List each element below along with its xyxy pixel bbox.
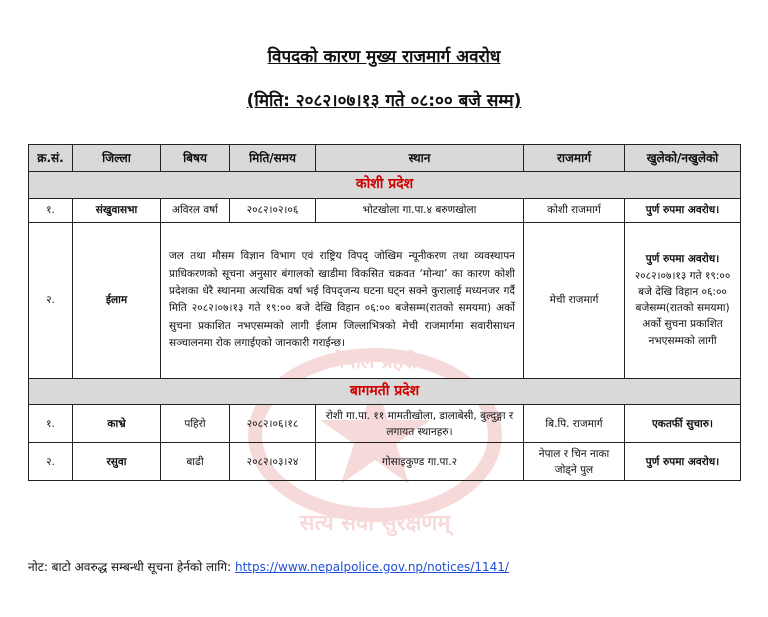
col-header-highway: राजमार्ग [524, 145, 625, 172]
col-header-status: खुलेको/नखुलेको [625, 145, 741, 172]
road-status-table [28, 144, 741, 481]
cell-status: पुर्ण रुपमा अवरोध। [625, 198, 741, 222]
cell-highway: मेची राजमार्ग [524, 222, 625, 378]
cell-sn: १. [29, 405, 73, 443]
province-label: कोशी प्रदेश [29, 172, 741, 199]
cell-sn: १. [29, 198, 73, 222]
cell-datetime: २०८२।०२।०६ [230, 198, 316, 222]
footer-note [28, 558, 509, 575]
table-row [29, 198, 741, 222]
table-row [29, 222, 741, 378]
table-row [29, 405, 741, 443]
cell-sn: २. [29, 222, 73, 378]
col-header-datetime: मिति/समय [230, 145, 316, 172]
cell-highway: नेपाल र चिन नाका जोड्ने पुल [524, 443, 625, 481]
cell-description: जल तथा मौसम विज्ञान विभाग एवं राष्ट्रिय विपद् जोखिम न्यूनीकरण तथा व्यवस्थापन प्राधिकरणको सूचना अनुसार बंगालको खाडीमा विकसित चक्रवत ‘मोन्था’ का कारण कोशी प्रदेशका धेरै स्थानमा अत्यधिक वर्षा भई विपद्जन्य घटना घट्न सक्ने कुरालाई मध्यनजर गर्दै मिति २०८२।०७।१३ गते १९:०० बजे देखि विहान ०६:०० बजेसम्म(रातको समयमा) अर्को सुचना प्रकाशित नभएसम्मको लागी ईलाम जिल्लाभित्रको मेची राजमार्गमा सवारीसाधन सञ्चालनमा रोक लगाईएको जानकारी गराईन्छ। [161, 222, 524, 378]
cell-district: ईलाम [73, 222, 161, 378]
cell-datetime: २०८२।०३।२४ [230, 443, 316, 481]
cell-status: पुर्ण रुपमा अवरोध। [625, 443, 741, 481]
cell-district: संखुवासभा [73, 198, 161, 222]
cell-district: काभ्रे [73, 405, 161, 443]
emblem-text-bottom: सत्य सेवा सुरक्षणम् [299, 511, 451, 536]
status-detail: २०८२।०७।१३ गते १९:०० बजे देखि विहान ०६:०० बजेसम्म(रातको समयमा) अर्को सुचना प्रकाशित नभएसम्मको लागी [634, 269, 731, 347]
cell-subject: अविरल वर्षा [161, 198, 230, 222]
province-row-koshi [29, 172, 741, 199]
page-title: विपदको कारण मुख्य राजमार्ग अवरोध [267, 47, 501, 67]
col-header-sn: क्र.सं. [29, 145, 73, 172]
col-header-district: जिल्ला [73, 145, 161, 172]
col-header-location: स्थान [316, 145, 524, 172]
table-row [29, 443, 741, 481]
emblem-text-top: नेपाल प्रहरी [333, 349, 417, 373]
cell-highway: कोशी राजमार्ग [524, 198, 625, 222]
table-header-row [29, 145, 741, 172]
note-label: नोट: बाटो अवरुद्ध सम्बन्धी सूचना हेर्नको लागि: [28, 560, 232, 574]
notice-link[interactable]: https://www.nepalpolice.gov.np/notices/1141/ [234, 560, 509, 574]
cell-district: रसुवा [73, 443, 161, 481]
cell-highway: बि.पि. राजमार्ग [524, 405, 625, 443]
cell-status [625, 222, 741, 378]
page-subtitle: (मिति: २०८२।०७।१३ गते ०८:०० बजे सम्म) [246, 91, 522, 111]
cell-sn: २. [29, 443, 73, 481]
cell-status: एकतर्फी सुचारु। [625, 405, 741, 443]
cell-subject: पहिरो [161, 405, 230, 443]
cell-location: भोटखोला गा.पा.४ बरुणखोला [316, 198, 524, 222]
province-label: बागमती प्रदेश [29, 378, 741, 405]
cell-subject: बाढी [161, 443, 230, 481]
cell-location: रोशी गा.पा. ११ मामतीखोला, डालाबेसी, बुल्दुङ्गा र लगायत स्थानहरु। [316, 405, 524, 443]
col-header-subject: बिषय [161, 145, 230, 172]
province-row-bagmati [29, 378, 741, 405]
cell-datetime: २०८२।०६।१८ [230, 405, 316, 443]
cell-location: गोसाइकुण्ड गा.पा.२ [316, 443, 524, 481]
status-title: पुर्ण रुपमा अवरोध। [645, 253, 720, 266]
